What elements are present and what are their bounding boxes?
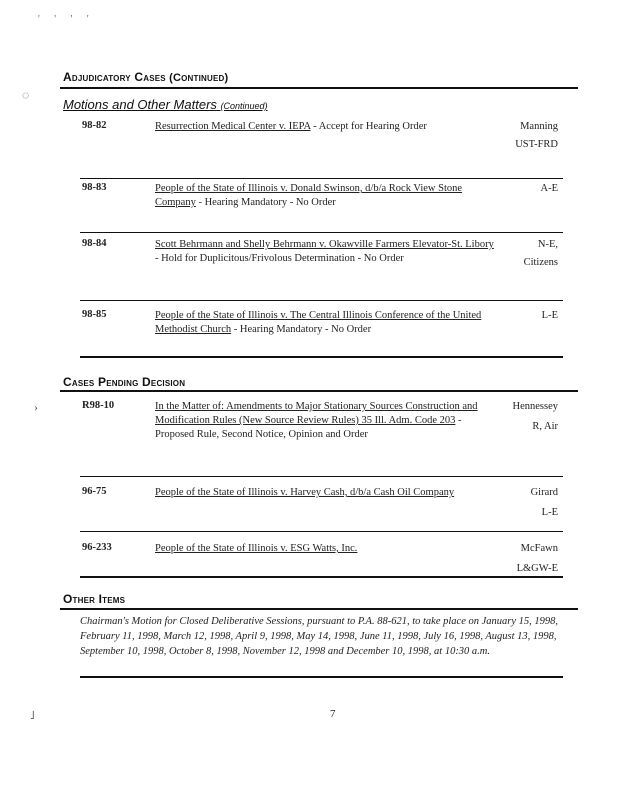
case-description bbox=[155, 182, 495, 210]
case-number: 96-75 bbox=[82, 486, 107, 497]
case-number: 98-84 bbox=[82, 238, 107, 249]
case-type: L&GW-E bbox=[516, 563, 558, 574]
case-action: - Hearing Mandatory - No Order bbox=[195, 197, 336, 208]
case-number: 98-83 bbox=[82, 182, 107, 193]
case-action: - Hold for Duplicitous/Frivolous Determination - No Order bbox=[155, 253, 404, 264]
case-assignment bbox=[478, 118, 558, 154]
case-title: People of the State of Illinois v. ESG Watts, Inc. bbox=[155, 543, 358, 554]
case-title: People of the State of Illinois v. Donald Swinson, d/b/a Rock View Stone Company bbox=[155, 183, 463, 208]
case-description bbox=[155, 542, 495, 556]
case-assignment bbox=[478, 398, 558, 436]
motions-subheading bbox=[63, 97, 268, 112]
motions-continued: (Continued) bbox=[220, 101, 268, 111]
case-number: 98-85 bbox=[82, 309, 107, 320]
adjudicatory-continued: (Continued) bbox=[169, 72, 229, 84]
assigned-member: A-E bbox=[540, 183, 558, 194]
pending-title: Cases Pending Decision bbox=[63, 375, 186, 389]
row-divider bbox=[80, 178, 563, 179]
section-end-rule bbox=[80, 676, 563, 678]
case-title: In the Matter of: Amendments to Major Stationary Sources Construction and Modification Rules (New Source Review Rules) 35 Ill. Adm. Code 203 bbox=[155, 401, 478, 426]
closed-session-motion: Chairman's Motion for Closed Deliberative Sessions, pursuant to P.A. 88-621, to take place on January 15, 1998, February 11, 1998, March 12, 1998, April 9, 1998, May 14, 1998, June 11, 1998, July 16, 1998, August 13, 1998, September 10, 1998, October 8, 1998, November 12, 1998 and December 10, 1998, at 10:30 a.m. bbox=[80, 616, 559, 657]
row-divider bbox=[80, 531, 563, 532]
case-type: UST-FRD bbox=[515, 139, 558, 150]
other-title: Other Items bbox=[63, 592, 126, 606]
case-description bbox=[155, 238, 495, 266]
case-assignment bbox=[478, 484, 558, 522]
case-number: 98-82 bbox=[82, 120, 107, 131]
assigned-member: Girard bbox=[530, 487, 558, 498]
case-title: Scott Behrmann and Shelly Behrmann v. Okawville Farmers Elevator-St. Libory bbox=[155, 239, 494, 250]
case-title: People of the State of Illinois v. Harvey Cash, d/b/a Cash Oil Company bbox=[155, 487, 455, 498]
punch-hole-mark: › bbox=[34, 400, 38, 414]
punch-hole-mark: ◌ bbox=[22, 88, 30, 102]
section-end-rule bbox=[80, 576, 563, 578]
case-type: L-E bbox=[541, 507, 558, 518]
assigned-member: N-E, bbox=[537, 239, 558, 250]
case-action: - Hearing Mandatory - No Order bbox=[231, 324, 372, 335]
assigned-member: Manning bbox=[520, 121, 558, 132]
case-type: Citizens bbox=[523, 257, 558, 268]
case-title: People of the State of Illinois v. The Central Illinois Conference of the United Methodist Church bbox=[155, 310, 482, 335]
assigned-member: Hennessey bbox=[512, 401, 558, 412]
pending-decision-heading bbox=[63, 375, 185, 389]
case-number: 96-233 bbox=[82, 542, 112, 553]
case-description bbox=[155, 486, 495, 500]
heading-rule bbox=[60, 390, 578, 392]
case-type: R, Air bbox=[532, 421, 558, 432]
motions-title: Motions and Other Matters bbox=[63, 97, 217, 112]
case-action: - Accept for Hearing Order bbox=[310, 121, 427, 132]
scan-specks: ' ' ' ' bbox=[38, 14, 95, 25]
case-action: - Proposed Rule, Second Notice, Opinion and Order bbox=[155, 415, 462, 440]
case-assignment bbox=[478, 540, 558, 578]
case-assignment bbox=[478, 307, 558, 325]
heading-rule bbox=[60, 87, 578, 89]
row-divider bbox=[80, 232, 563, 233]
page-number: 7 bbox=[330, 708, 336, 720]
case-assignment bbox=[478, 236, 558, 272]
row-divider bbox=[80, 476, 563, 477]
other-items-heading bbox=[63, 592, 125, 606]
section-end-rule bbox=[80, 356, 563, 358]
punch-hole-mark: ˩ bbox=[30, 708, 35, 722]
case-description bbox=[155, 400, 495, 442]
assigned-member: L-E bbox=[541, 310, 558, 321]
adjudicatory-cases-heading bbox=[63, 70, 228, 84]
row-divider bbox=[80, 300, 563, 301]
assigned-member: McFawn bbox=[520, 543, 558, 554]
case-description bbox=[155, 120, 495, 134]
case-assignment bbox=[478, 180, 558, 198]
heading-rule bbox=[60, 608, 578, 610]
adjudicatory-title: Adjudicatory Cases bbox=[63, 70, 166, 84]
case-number: R98-10 bbox=[82, 400, 115, 411]
case-title: Resurrection Medical Center v. IEPA bbox=[155, 121, 311, 132]
case-description bbox=[155, 309, 495, 337]
